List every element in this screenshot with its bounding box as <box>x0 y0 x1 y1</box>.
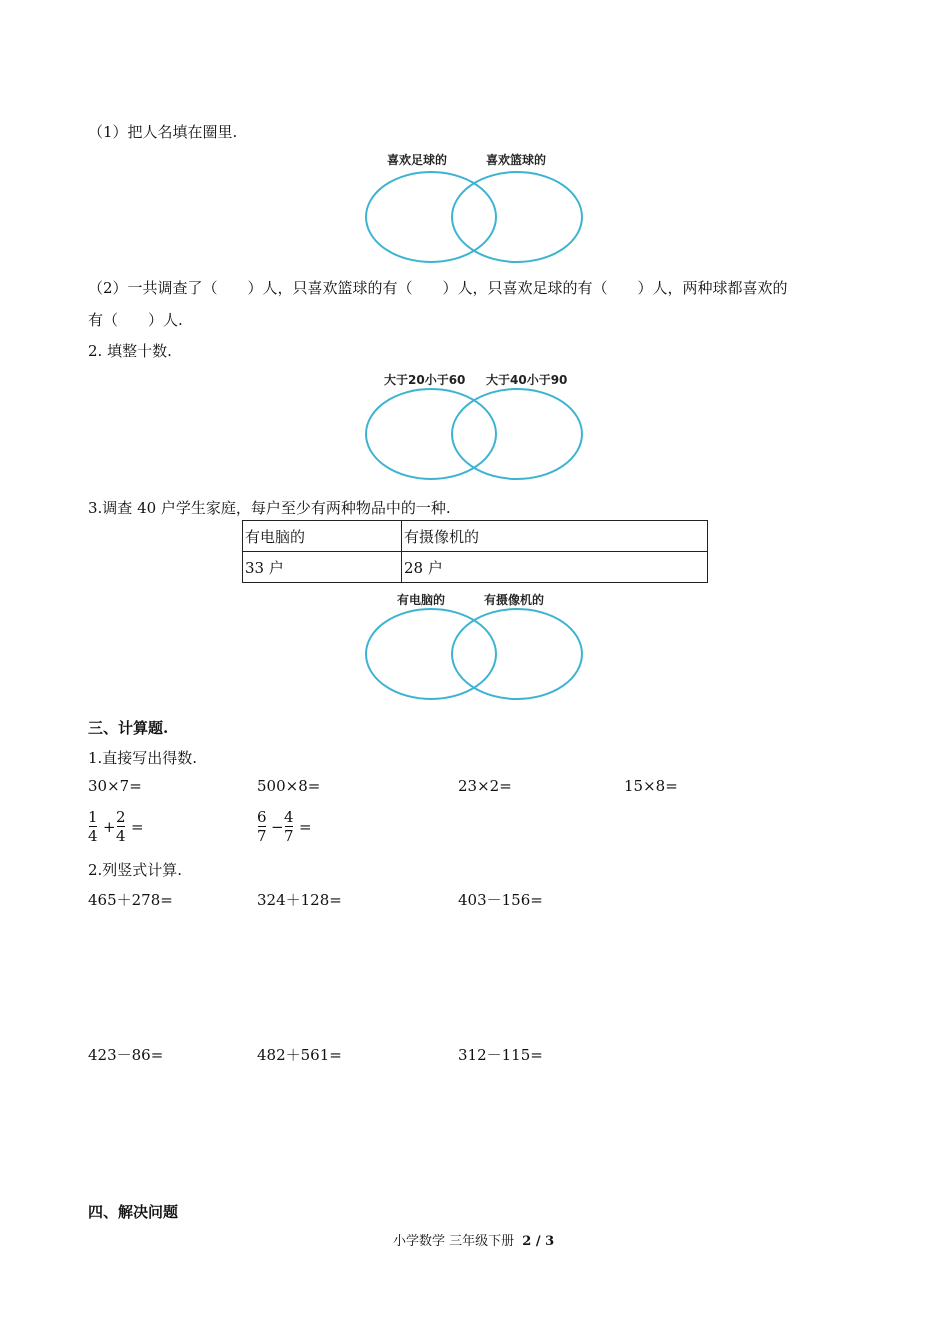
section3-sub2-title: 2.列竖式计算. <box>88 861 183 879</box>
venn-right-circle <box>452 389 582 479</box>
calc-item: 30×7= <box>88 777 142 795</box>
calc-item: 500×8= <box>257 777 321 795</box>
table-cell-camera: 28 户 <box>402 552 708 583</box>
q1-part2-line2: 有（ ）人. <box>88 311 183 329</box>
vertical-calc-item: 465＋278= <box>88 891 173 909</box>
q3-title: 3.调查 40 户学生家庭，每户至少有两种物品中的一种. <box>88 499 451 517</box>
venn-right-circle <box>452 172 582 262</box>
venn-left-circle <box>366 389 496 479</box>
fraction: 4 7 <box>284 808 294 845</box>
fraction-equals: = <box>131 818 144 836</box>
table-row <box>243 552 708 583</box>
fraction-operator: + <box>103 818 116 836</box>
venn-circles <box>360 386 590 486</box>
venn-right-label: 大于40小于90 <box>486 373 568 387</box>
fraction: 6 7 <box>257 808 267 845</box>
venn-left-circle <box>366 609 496 699</box>
venn-left-circle <box>366 172 496 262</box>
fraction-operator: − <box>271 818 284 836</box>
page-number: 2 / 3 <box>522 1234 555 1249</box>
q1-part2-line1: （2）一共调查了（ ）人，只喜欢篮球的有（ ）人，只喜欢足球的有（ ）人，两种球都喜欢的 <box>88 279 788 297</box>
venn-left-label: 有电脑的 <box>397 593 446 607</box>
venn-right-circle <box>452 609 582 699</box>
section3-title: 三、计算题. <box>88 719 169 737</box>
calc-item: 15×8= <box>624 777 678 795</box>
venn-circles <box>360 606 590 706</box>
vertical-calc-item: 403－156= <box>458 891 543 909</box>
venn-left-label: 喜欢足球的 <box>387 153 448 167</box>
venn-circles <box>360 168 590 268</box>
table-header-computer: 有电脑的 <box>243 521 402 552</box>
survey-table <box>242 520 708 583</box>
fraction: 2 4 <box>116 808 126 845</box>
vertical-calc-item: 312－115= <box>458 1046 543 1064</box>
page-footer <box>393 1230 554 1249</box>
fraction-equals: = <box>299 818 312 836</box>
section3-sub1-title: 1.直接写出得数. <box>88 749 198 767</box>
vertical-calc-item: 423－86= <box>88 1046 164 1064</box>
vertical-calc-item: 482＋561= <box>257 1046 342 1064</box>
calc-item: 23×2= <box>458 777 512 795</box>
q1-part1-text: （1）把人名填在圈里. <box>88 123 238 141</box>
table-header-row <box>243 521 708 552</box>
footer-text: 小学数学 三年级下册 <box>393 1234 515 1249</box>
q2-title: 2. 填整十数. <box>88 342 172 360</box>
venn-right-label: 有摄像机的 <box>484 593 545 607</box>
venn-right-label: 喜欢篮球的 <box>486 153 547 167</box>
table-header-camera: 有摄像机的 <box>402 521 708 552</box>
fraction: 1 4 <box>88 808 98 845</box>
venn-left-label: 大于20小于60 <box>384 373 466 387</box>
table-cell-computer: 33 户 <box>243 552 402 583</box>
section4-title: 四、解决问题 <box>88 1203 179 1221</box>
vertical-calc-item: 324＋128= <box>257 891 342 909</box>
